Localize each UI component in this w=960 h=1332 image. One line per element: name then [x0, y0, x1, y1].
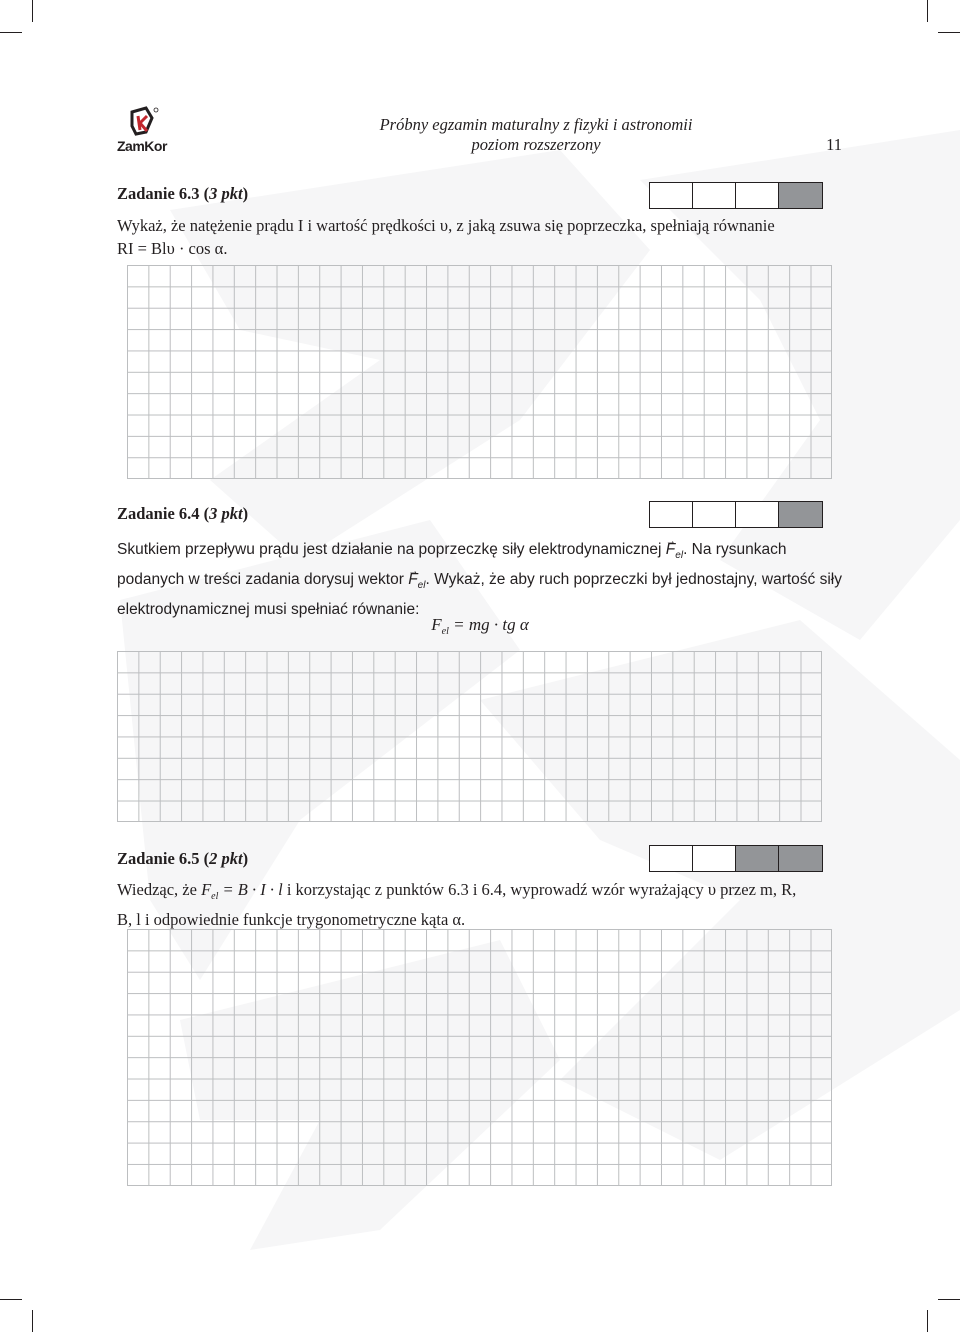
- score-cell[interactable]: [693, 502, 736, 527]
- task-points: 2 pkt: [209, 849, 243, 868]
- task-text-segment: . Wykaż, że aby ruch poprzeczki był jednostajny, wartość siły elektrodynamicznej musi spełniać równanie:: [117, 571, 842, 618]
- task-text-segment: Skutkiem przepływu prądu jest działanie na poprzeczkę siły elektrodynamicznej: [117, 541, 666, 558]
- vector-symbol: [665, 541, 684, 561]
- score-cell[interactable]: [693, 183, 736, 208]
- force-formula: = B · I · l: [218, 880, 283, 899]
- vector-letter: F: [408, 571, 418, 588]
- answer-grid[interactable]: [127, 265, 832, 479]
- score-cell[interactable]: [650, 502, 693, 527]
- task-text-line: B, l i odpowiednie funkcje trygonometryczne kąta α.: [117, 910, 466, 929]
- task-text-line: RI = Blυ · cos α.: [117, 239, 228, 258]
- score-cell[interactable]: [650, 183, 693, 208]
- task-text: [117, 214, 843, 260]
- vector-symbol: [408, 571, 426, 591]
- paren-open: (: [203, 184, 210, 203]
- score-cell-shaded: [779, 502, 822, 527]
- task-text-segment: Wiedząc, że: [117, 880, 202, 899]
- paren-open: (: [203, 849, 210, 868]
- force-subscript: el: [211, 891, 219, 902]
- paren-close: ): [242, 849, 249, 868]
- answer-grid[interactable]: [127, 929, 832, 1186]
- task-text-segment: . Na rysunkach podanych w treści zadania dorysuj wektor: [117, 541, 787, 588]
- score-cell-shaded: [779, 846, 822, 871]
- publisher-name: ZamKor: [117, 138, 167, 154]
- page-number: 11: [826, 135, 842, 154]
- header-level: poziom rozszerzony: [471, 135, 601, 154]
- task-points: 3 pkt: [209, 504, 243, 523]
- paren-open: (: [203, 504, 210, 523]
- score-cell-shaded: [736, 846, 779, 871]
- paren-close: ): [242, 184, 249, 203]
- force-symbol: F: [201, 880, 212, 899]
- paren-close: ): [242, 504, 249, 523]
- score-box: [649, 845, 823, 872]
- task-number: Zadanie 6.5: [117, 849, 200, 868]
- score-cell[interactable]: [736, 502, 779, 527]
- vector-subscript: el: [417, 580, 426, 591]
- score-cell-shaded: [779, 183, 822, 208]
- score-cell[interactable]: [650, 846, 693, 871]
- task-number: Zadanie 6.4: [117, 504, 200, 523]
- score-cell[interactable]: [736, 183, 779, 208]
- answer-grid[interactable]: [117, 651, 822, 822]
- task-number: Zadanie 6.3: [117, 184, 200, 203]
- equation-subscript: el: [441, 626, 449, 637]
- vector-subscript: el: [675, 550, 684, 561]
- task-text-line: Wykaż, że natężenie prądu I i wartość prędkości υ, z jaką zsuwa się poprzeczka, spełniają równanie: [117, 216, 775, 235]
- header-title: Próbny egzamin maturalny z fizyki i astronomii: [379, 115, 693, 134]
- score-box: [649, 182, 823, 209]
- score-cell[interactable]: [693, 846, 736, 871]
- task-text-segment: i korzystając z punktów 6.3 i 6.4, wyprowadź wzór wyrażający υ przez m, R,: [282, 880, 797, 899]
- equation: [0, 615, 960, 637]
- vector-letter: F: [665, 541, 676, 558]
- task-title: [117, 849, 248, 869]
- equation-lhs: F: [431, 615, 442, 634]
- task-title: [117, 504, 248, 524]
- task-text-line: [117, 878, 843, 908]
- equation-rhs: = mg · tg α: [448, 615, 529, 634]
- task-points: 3 pkt: [209, 184, 243, 203]
- task-title: [117, 184, 248, 204]
- task-text: [117, 538, 843, 622]
- task-text: [117, 878, 843, 931]
- score-box: [649, 501, 823, 528]
